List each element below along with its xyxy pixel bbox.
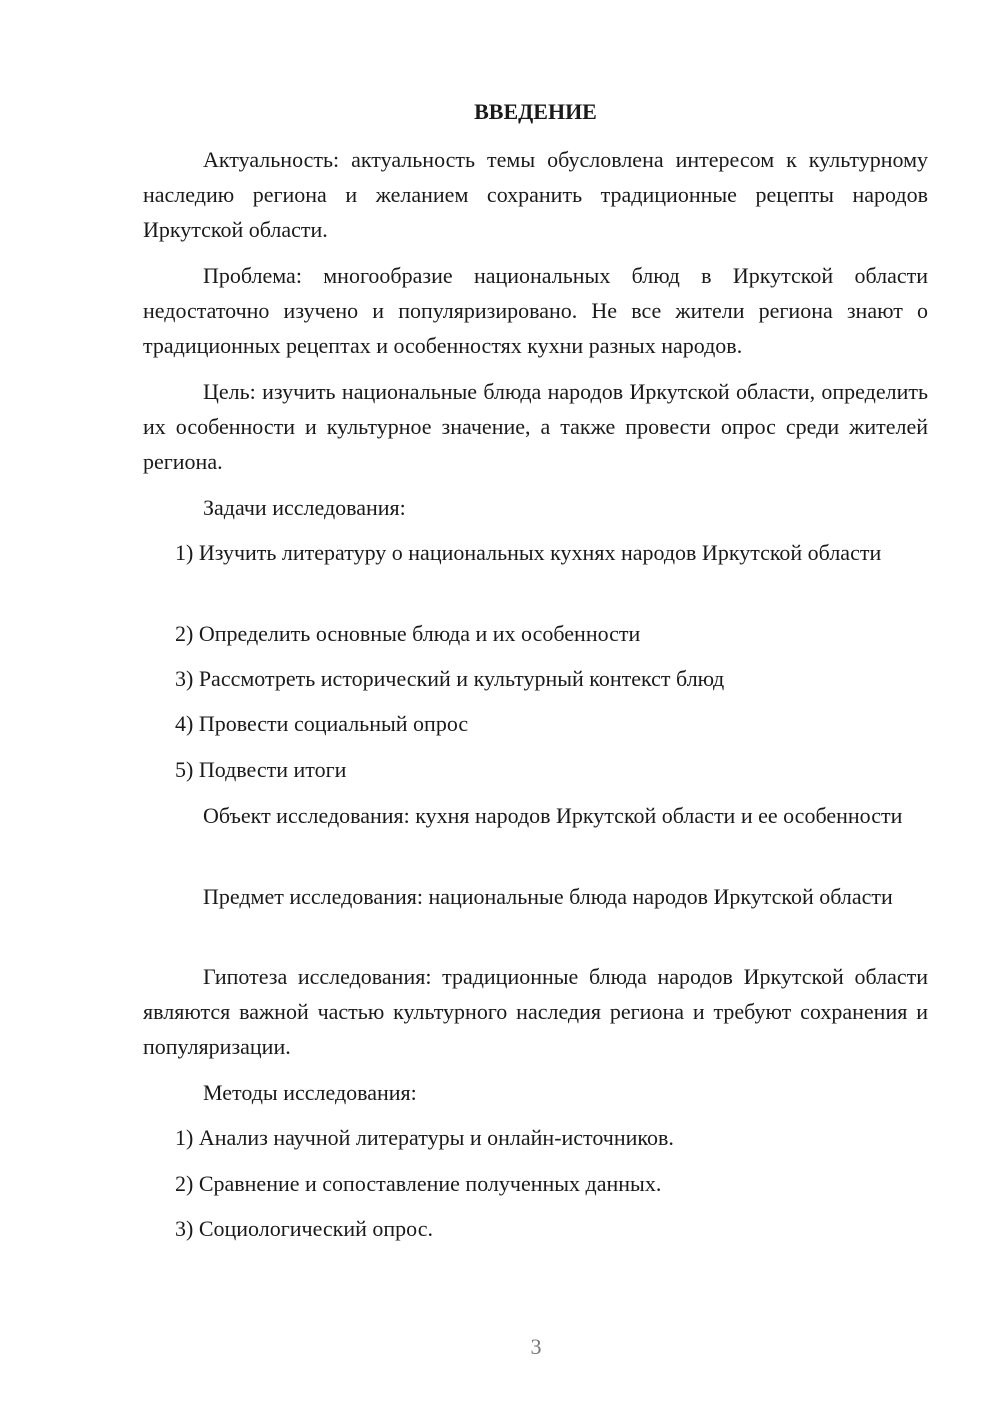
object-paragraph: Объект исследования: кухня народов Иркутской области и ее особенности bbox=[203, 803, 903, 828]
section-heading: ВВЕДЕНИЕ bbox=[474, 99, 597, 124]
task-item: 5) Подвести итоги bbox=[175, 757, 347, 782]
hypothesis-paragraph: Гипотеза исследования: традиционные блюда народов Иркутской области являются важной частью культурного наследия региона и требуют сохранения и популяризации. bbox=[143, 964, 928, 1059]
subject-paragraph: Предмет исследования: национальные блюда народов Иркутской области bbox=[203, 884, 893, 909]
relevance-paragraph: Актуальность: актуальность темы обусловлена интересом к культурному наследию региона и желанием сохранить традиционные рецепты народов Иркутской области. bbox=[143, 147, 928, 242]
page-number: 3 bbox=[530, 1334, 542, 1359]
task-item: 4) Провести социальный опрос bbox=[175, 711, 469, 736]
problem-paragraph: Проблема: многообразие национальных блюд в Иркутской области недостаточно изучено и популяризировано. Не все жители региона знают о традиционных рецептах и особенностях кухни разных народов. bbox=[143, 263, 928, 358]
task-item: 2) Определить основные блюда и их особенности bbox=[175, 621, 641, 646]
task-item: 1) Изучить литературу о национальных кухнях народов Иркутской области bbox=[175, 540, 882, 565]
method-item: 2) Сравнение и сопоставление полученных данных. bbox=[175, 1171, 662, 1196]
goal-paragraph: Цель: изучить национальные блюда народов Иркутской области, определить их особенности и культурное значение, а также провести опрос среди жителей региона. bbox=[143, 379, 928, 474]
tasks-title: Задачи исследования: bbox=[203, 495, 406, 520]
method-item: 1) Анализ научной литературы и онлайн-источников. bbox=[175, 1125, 674, 1150]
task-item: 3) Рассмотреть исторический и культурный контекст блюд bbox=[175, 666, 725, 691]
methods-title: Методы исследования: bbox=[203, 1080, 417, 1105]
method-item: 3) Социологический опрос. bbox=[175, 1216, 433, 1241]
